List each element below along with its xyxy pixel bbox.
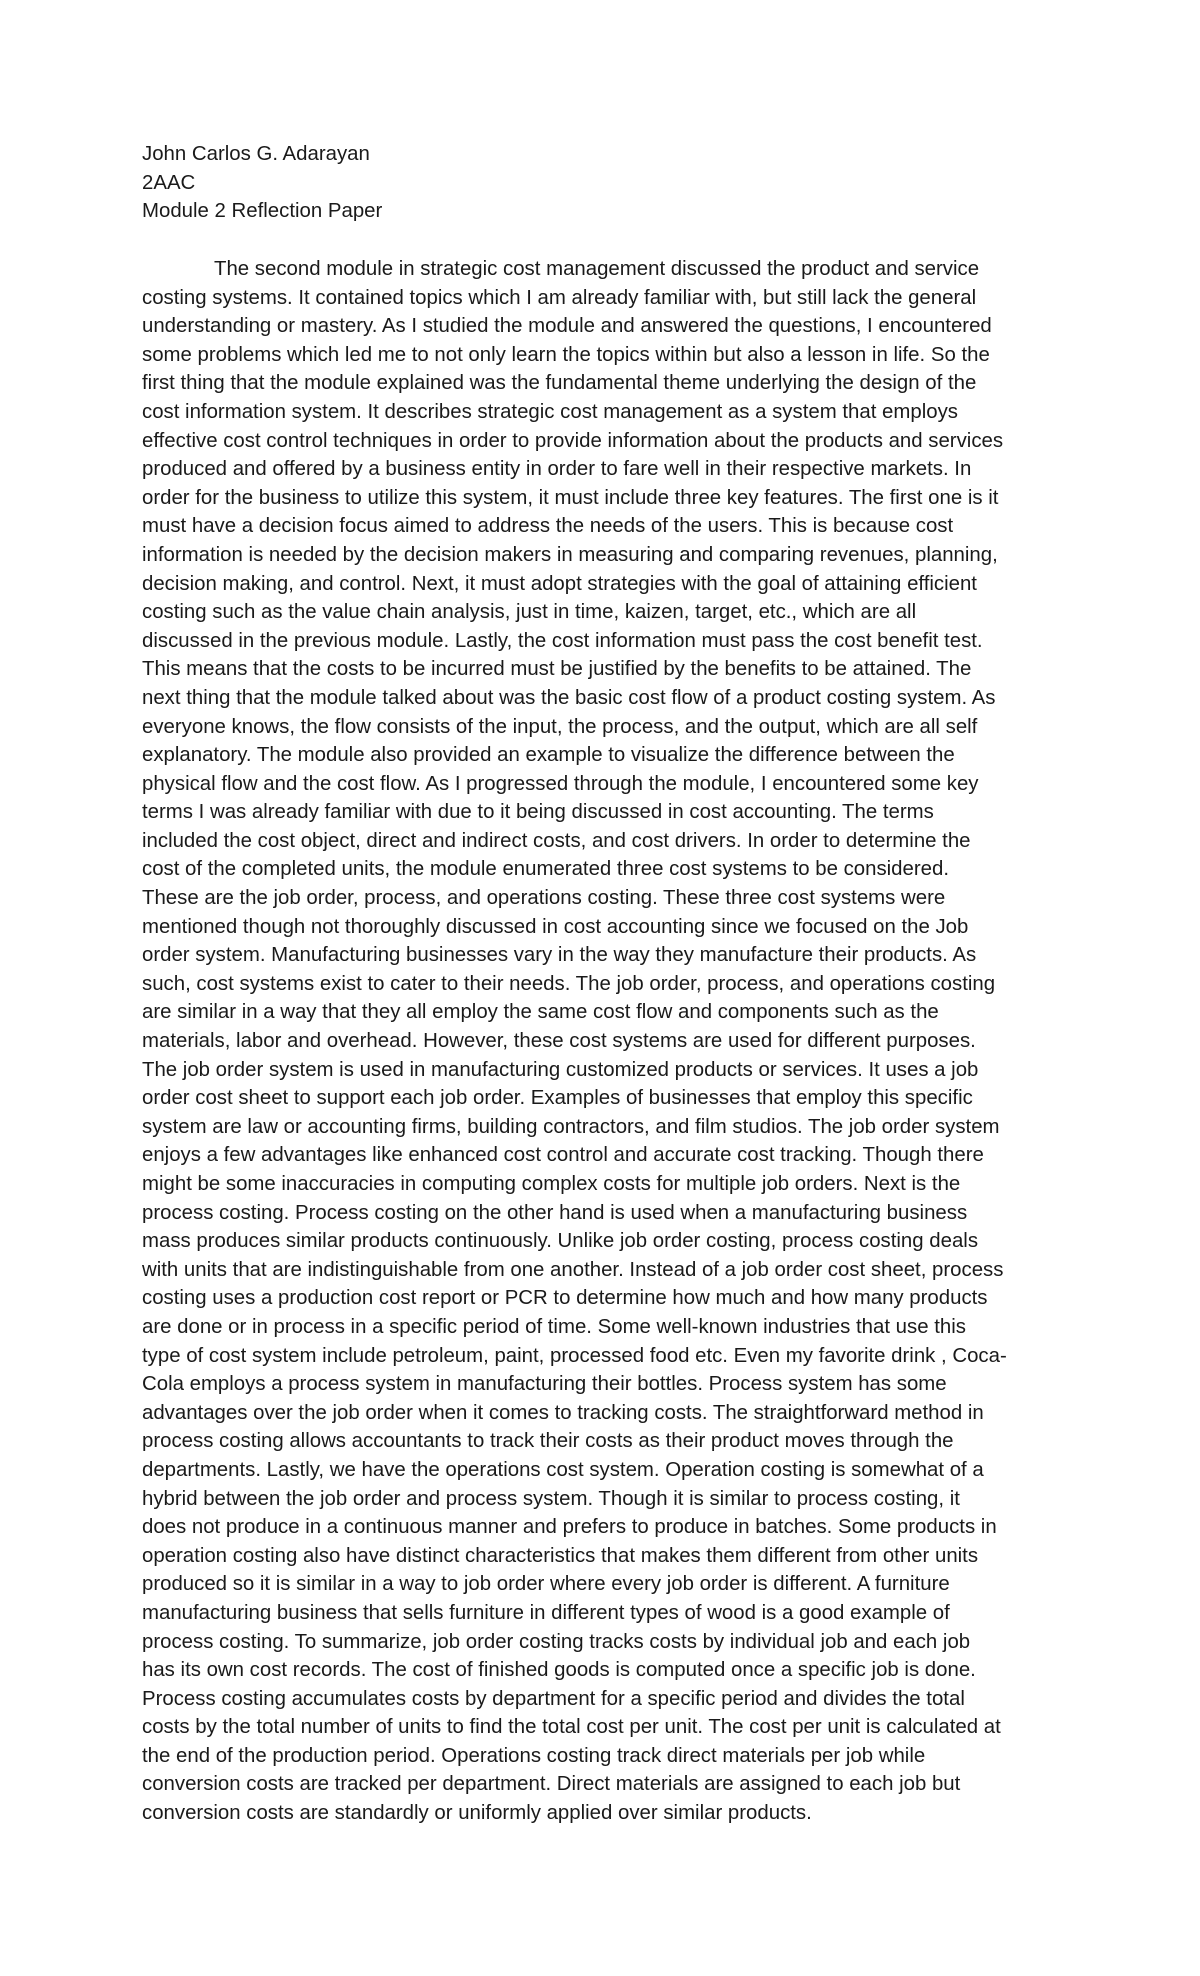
body-line: mentioned though not thoroughly discussed in cost accounting since we focused on the Job [142,915,969,938]
body-line: terms I was already familiar with due to it being discussed in cost accounting. The terms [142,801,934,824]
body-line: order for the business to utilize this system, it must include three key features. The first one is it [142,486,999,509]
body-line: order cost sheet to support each job order. Examples of businesses that employ this specific [142,1087,973,1110]
body-line: the end of the production period. Operations costing track direct materials per job while [142,1744,926,1767]
body-line: decision making, and control. Next, it must adopt strategies with the goal of attaining efficient [142,572,977,595]
author-name: John Carlos G. Adarayan [142,143,370,165]
body-line: process costing. To summarize, job order costing tracks costs by individual job and each job [142,1630,971,1653]
body-line: might be some inaccuracies in computing complex costs for multiple job orders. Next is the [142,1173,961,1195]
body-line: effective cost control techniques in order to provide information about the products and services [142,429,1004,452]
body-line: system are law or accounting firms, building contractors, and film studios. The job order system [142,1115,1000,1138]
body-line: cost information system. It describes strategic cost management as a system that employs [142,400,958,423]
body-line: discussed in the previous module. Lastly, the cost information must pass the cost benefit test. [142,629,983,652]
body-line: mass produces similar products continuously. Unlike job order costing, process costing deals [142,1230,979,1253]
body-line: operation costing also have distinct characteristics that makes them different from other units [142,1544,979,1567]
body-line: with units that are indistinguishable from one another. Instead of a job order cost sheet, process [142,1258,1004,1281]
body-line: information is needed by the decision makers in measuring and comparing revenues, planning, [142,543,998,566]
body-line: are done or in process in a specific period of time. Some well-known industries that use this [142,1315,966,1338]
body-line: costing systems. It contained topics which I am already familiar with, but still lack the general [142,286,977,309]
body-line: understanding or mastery. As I studied the module and answered the questions, I encountered [142,315,992,338]
body-line: order system. Manufacturing businesses vary in the way they manufacture their products. As [142,944,977,967]
reflection-body [142,255,1058,1828]
body-line: included the cost object, direct and indirect costs, and cost drivers. In order to determine the [142,829,971,852]
paper-title: Module 2 Reflection Paper [142,200,383,223]
body-line: These are the job order, process, and operations costing. These three cost systems were [142,887,946,910]
body-line: enjoys a few advantages like enhanced cost control and accurate cost tracking. Though there [142,1144,984,1167]
body-line: The second module in strategic cost management discussed the product and service [214,258,980,280]
body-line: This means that the costs to be incurred must be justified by the benefits to be attained. The [142,658,972,681]
body-line: physical flow and the cost flow. As I progressed through the module, I encountered some key [142,772,979,795]
body-line: first thing that the module explained was the fundamental theme underlying the design of the [142,372,977,395]
body-line: costs by the total number of units to find the total cost per unit. The cost per unit is calculated at [142,1716,1001,1739]
body-line: departments. Lastly, we have the operations cost system. Operation costing is somewhat of a [142,1458,984,1481]
body-line: advantages over the job order when it comes to tracking costs. The straightforward method in [142,1401,984,1424]
body-line: has its own cost records. The cost of finished goods is computed once a specific job is done. [142,1659,976,1682]
body-line: produced so it is similar in a way to job order where every job order is different. A furniture [142,1573,950,1596]
body-line: produced and offered by a business entity in order to fare well in their respective markets. In [142,458,972,481]
body-line: process costing allows accountants to track their costs as their product moves through the [142,1430,954,1453]
body-line: are similar in a way that they all employ the same cost flow and components such as the [142,1001,939,1024]
body-line: cost of the completed units, the module enumerated three cost systems to be considered. [142,858,950,881]
body-line: costing uses a production cost report or PCR to determine how much and how many products [142,1287,988,1310]
body-line: next thing that the module talked about was the basic cost flow of a product costing system. As [142,686,996,709]
body-line: The job order system is used in manufacturing customized products or services. It uses a job [142,1058,979,1081]
body-line: conversion costs are standardly or uniformly applied over similar products. [142,1802,812,1825]
section-label: 2AAC [142,171,196,194]
body-line: type of cost system include petroleum, paint, processed food etc. Even my favorite drink , Coca- [142,1344,1007,1367]
body-line: process costing. Process costing on the other hand is used when a manufacturing business [142,1201,968,1224]
body-line: materials, labor and overhead. However, these cost systems are used for different purposes. [142,1030,976,1053]
body-line: costing such as the value chain analysis, just in time, kaizen, target, etc., which are all [142,601,917,624]
body-line: must have a decision focus aimed to address the needs of the users. This is because cost [142,515,954,538]
body-line: conversion costs are tracked per department. Direct materials are assigned to each job but [142,1773,961,1796]
body-line: everyone knows, the flow consists of the input, the process, and the output, which are all self [142,715,978,738]
body-line: hybrid between the job order and process system. Though it is similar to process costing, it [142,1487,960,1510]
document-header [142,140,1062,226]
body-line: explanatory. The module also provided an example to visualize the difference between the [142,744,955,767]
body-line: some problems which led me to not only learn the topics within but also a lesson in life. So the [142,343,990,366]
body-line: does not produce in a continuous manner and prefers to produce in batches. Some products in [142,1516,997,1539]
body-line: manufacturing business that sells furniture in different types of wood is a good example of [142,1601,950,1624]
body-line: Process costing accumulates costs by department for a specific period and divides the total [142,1687,965,1710]
body-line: Cola employs a process system in manufacturing their bottles. Process system has some [142,1373,947,1396]
body-line: such, cost systems exist to cater to their needs. The job order, process, and operations costing [142,972,996,995]
